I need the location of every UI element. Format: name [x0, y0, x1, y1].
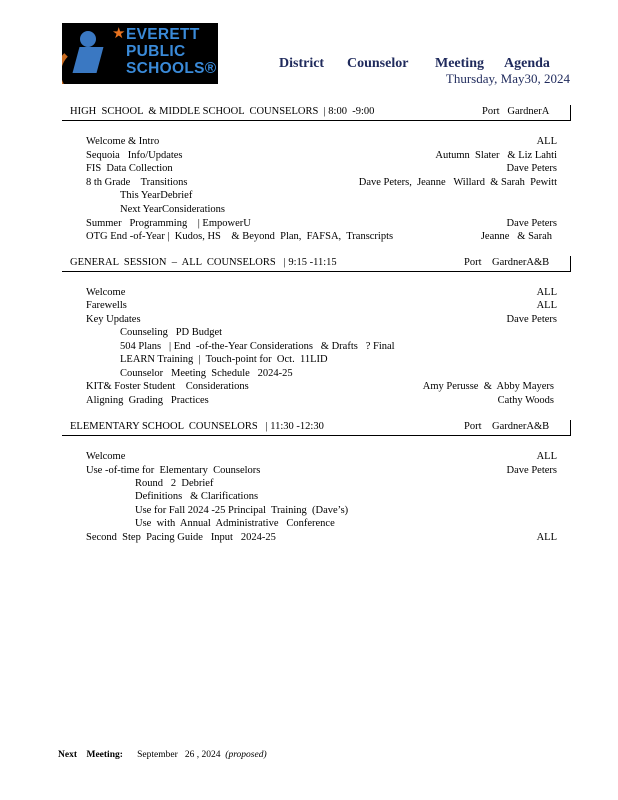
header-word-counselor: Counselor	[347, 56, 409, 71]
next-meeting-date: September 26 , 2024	[137, 750, 221, 760]
next-meeting-note: (proposed)	[225, 750, 267, 760]
agenda-subitem: Counseling PD Budget	[120, 327, 223, 338]
next-meeting	[58, 750, 267, 760]
agenda-item: Key Updates Dave Peters	[86, 314, 557, 325]
next-meeting-label: Next Meeting:	[58, 750, 123, 760]
section-header-general	[62, 256, 571, 272]
header-word-district: District	[279, 56, 325, 71]
logo-text	[126, 26, 216, 77]
agenda-subitem: Use for Fall 2024 -25 Principal Training (Dave’s)	[135, 505, 349, 516]
agenda-item: OTG End -of-Year | Kudos, HS & Beyond Plan, FAFSA, Transcripts Jeanne & Sarah	[86, 231, 552, 242]
district-logo	[62, 23, 218, 84]
section-title: HIGH SCHOOL & MIDDLE SCHOOL COUNSELORS | 8:00 -9:00	[70, 106, 375, 117]
section-header-elementary	[62, 420, 571, 436]
agenda-item: Summer Programming | EmpowerU Dave Peters	[86, 218, 557, 229]
agenda-subitem: Counselor Meeting Schedule 2024-25	[120, 368, 293, 379]
section-title: ELEMENTARY SCHOOL COUNSELORS | 11:30 -12:30	[70, 421, 324, 432]
section-location: Port GardnerA&B	[464, 257, 550, 268]
section-header-hs-ms	[62, 105, 571, 121]
agenda-item: Welcome ALL	[86, 451, 557, 462]
agenda-item: Farewells ALL	[86, 300, 557, 311]
agenda-item: Welcome & Intro ALL	[86, 136, 557, 147]
agenda-subitem: LEARN Training | Touch-point for Oct. 11LID	[120, 354, 328, 365]
section-location: Port GardnerA	[482, 106, 550, 117]
agenda-item: KIT& Foster Student Considerations Amy Perusse & Abby Mayers	[86, 381, 554, 392]
meeting-date: Thursday, May30, 2024	[445, 71, 570, 86]
agenda-subitem: Definitions & Clarifications	[135, 491, 259, 502]
agenda-subitem: Use with Annual Administrative Conference	[135, 518, 335, 529]
agenda-item: Sequoia Info/Updates Autumn Slater & Liz Lahti	[86, 150, 557, 161]
agenda-item: Aligning Grading Practices Cathy Woods	[86, 395, 554, 406]
agenda-item: Use -of-time for Elementary Counselors Dave Peters	[86, 465, 557, 476]
agenda-item: 8 th Grade Transitions Dave Peters, Jeanne Willard & Sarah Pewitt	[86, 177, 557, 188]
agenda-subitem: Next YearConsiderations	[120, 204, 225, 215]
logo-line-3: SCHOOLS®	[126, 60, 217, 77]
agenda-subitem: Round 2 Debrief	[135, 478, 214, 489]
agenda-item: FIS Data Collection Dave Peters	[86, 163, 557, 174]
logo-line-1: EVERETT	[126, 26, 200, 43]
logo-star-icon: ★	[112, 24, 126, 42]
agenda-subitem: 504 Plans | End -of-the-Year Considerations & Drafts ? Final	[120, 341, 395, 352]
header-word-agenda: Agenda	[504, 56, 550, 71]
agenda-item: Second Step Pacing Guide Input 2024-25 ALL	[86, 532, 557, 543]
header-word-meeting: Meeting	[435, 56, 484, 71]
section-title: GENERAL SESSION – ALL COUNSELORS | 9:15 -11:15	[70, 257, 337, 268]
logo-line-2: PUBLIC	[126, 43, 186, 60]
logo-figure-head	[80, 31, 96, 47]
section-location: Port GardnerA&B	[464, 421, 550, 432]
agenda-item: Welcome ALL	[86, 287, 557, 298]
agenda-subitem: This YearDebrief	[120, 190, 193, 201]
